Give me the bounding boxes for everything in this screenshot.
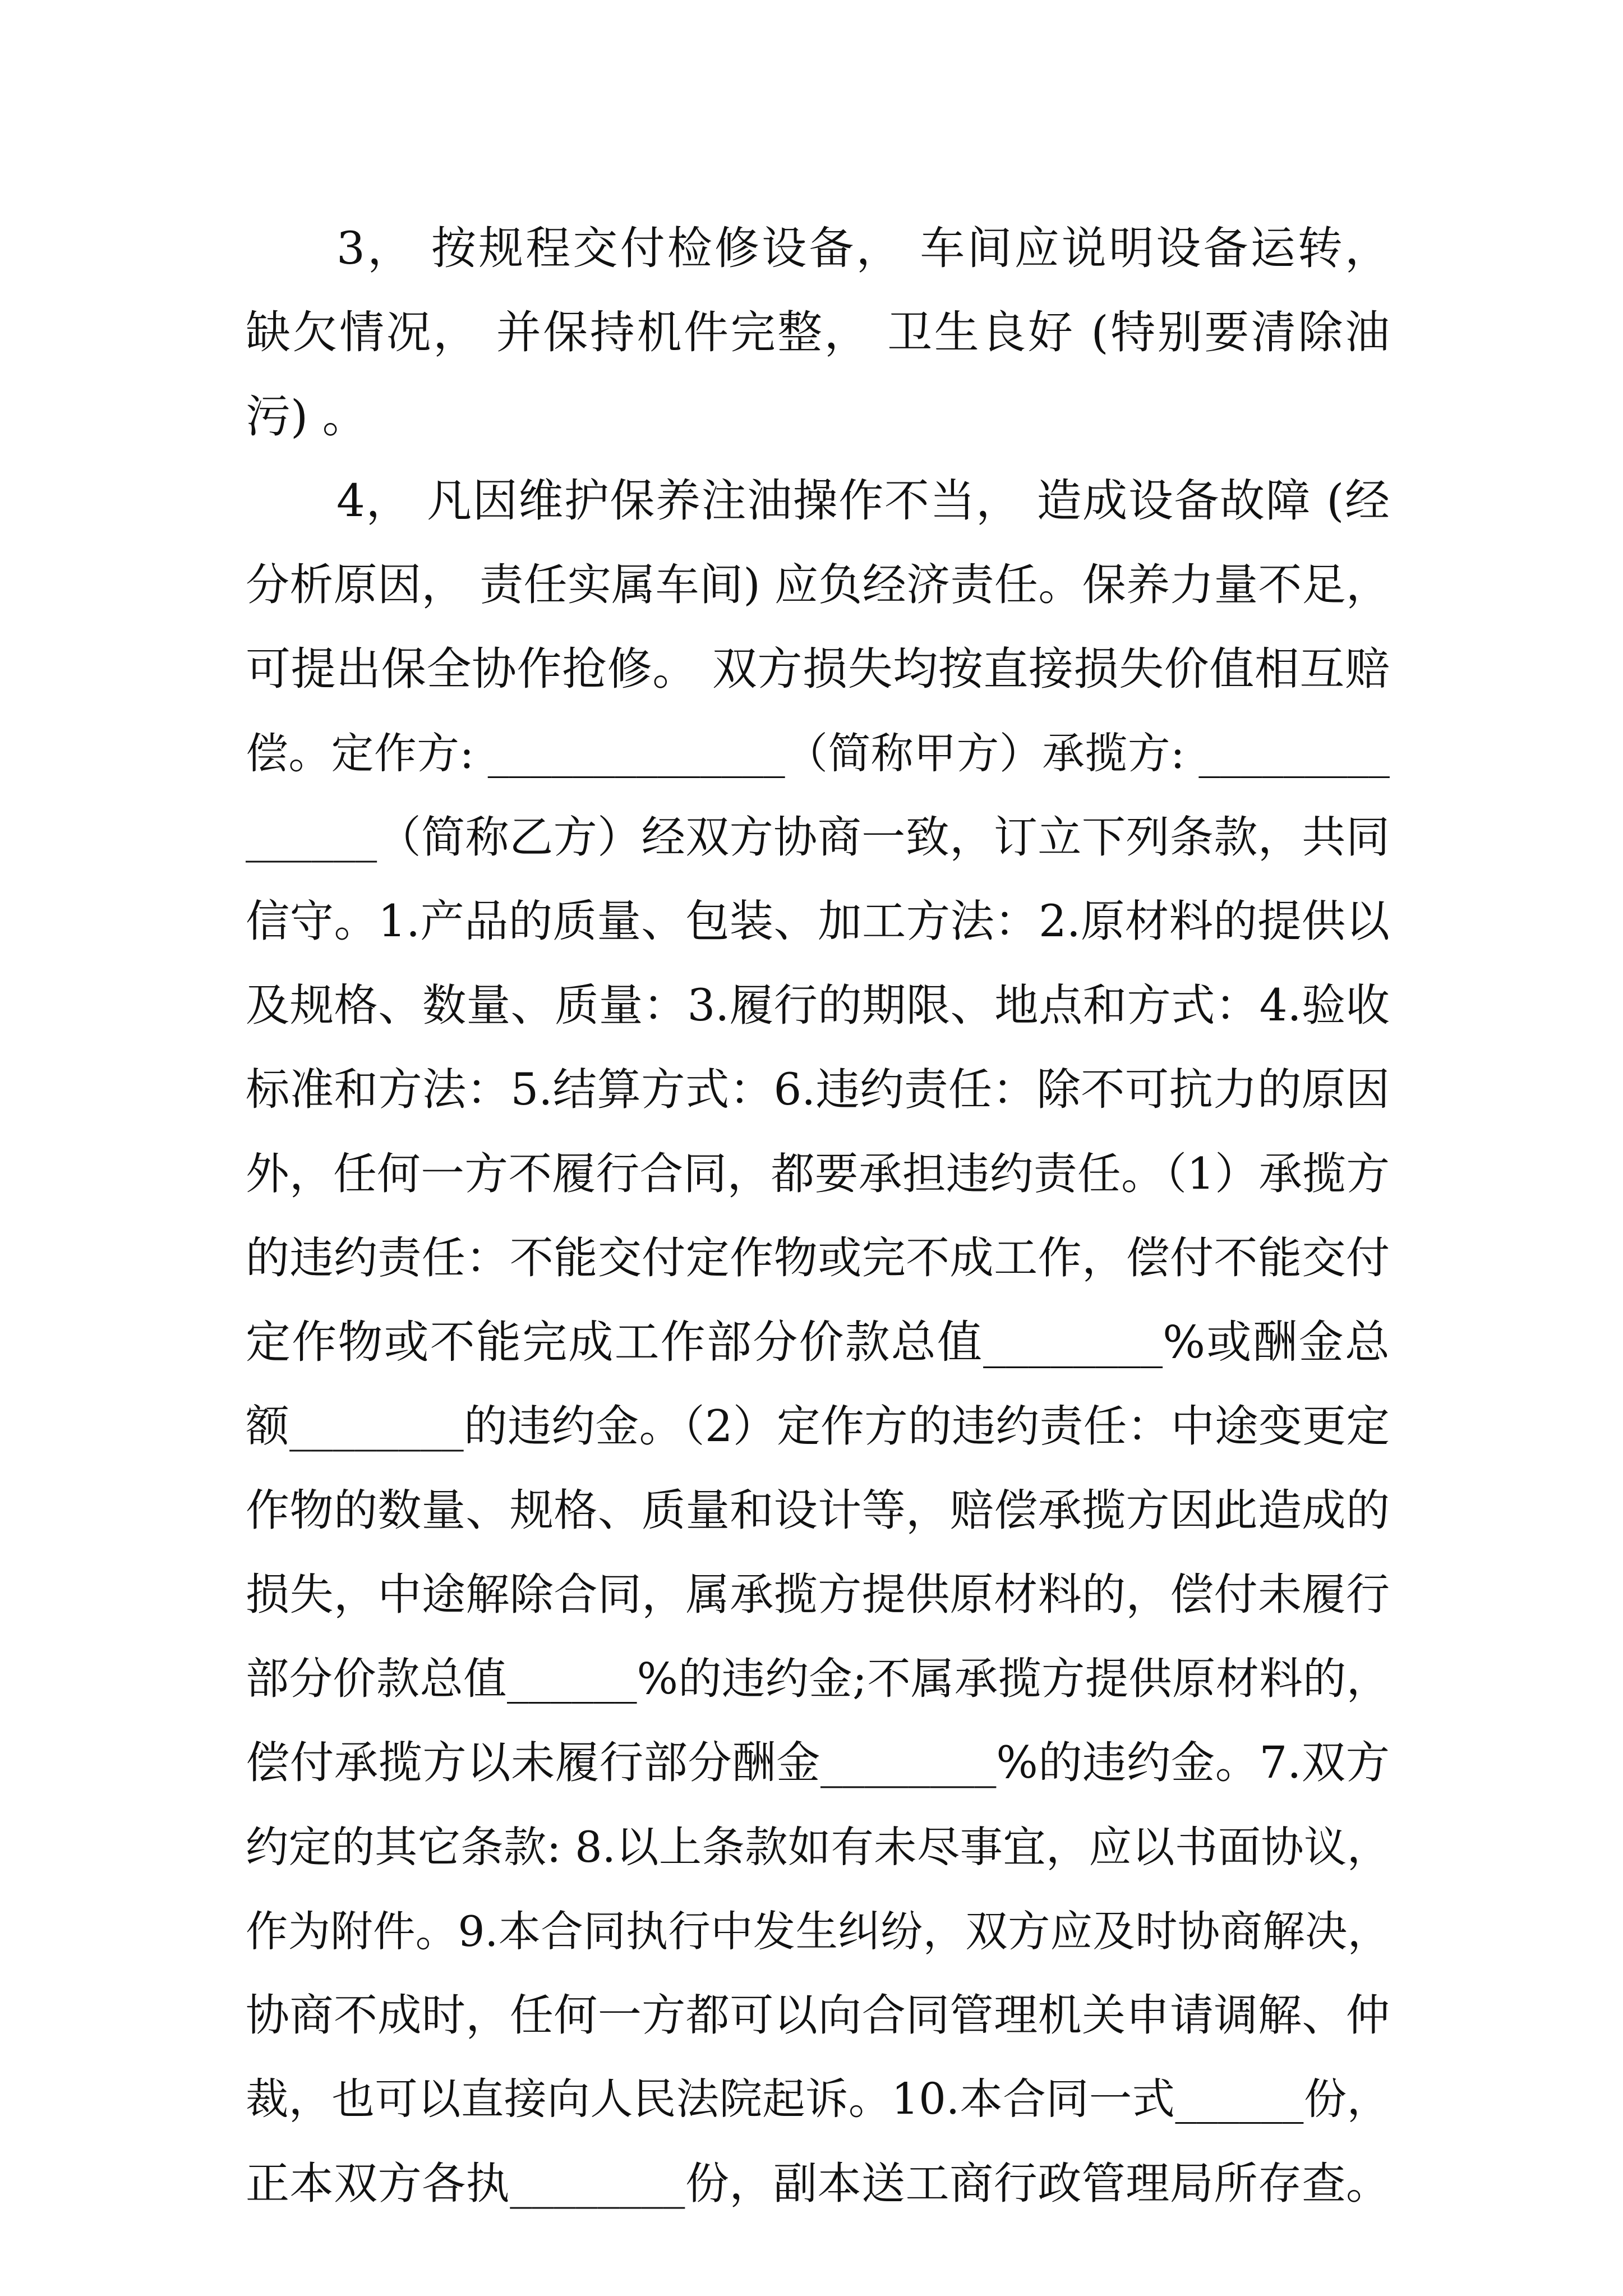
text-line-content: 协商不成时，任何一方都可以向合同管理机关申请调解、仲: [246, 1990, 1390, 2041]
text-line: [246, 964, 1390, 1048]
text-line: [246, 291, 1390, 375]
text-line: [246, 206, 1390, 291]
text-line-content: 污) 。: [246, 390, 367, 443]
text-line: [246, 1132, 1390, 1216]
text-line-content: 外，任何一方不履行合同，都要承担违约责任。（1）承揽方: [246, 1149, 1390, 1199]
text-line: [246, 1216, 1390, 1300]
text-line-content: 偿付承揽方以未履行部分酬金________%的违约金。7.双方: [246, 1737, 1390, 1788]
text-line-content: 信守。1.产品的质量、包装、加工方法：2.原材料的提供以: [246, 896, 1390, 947]
text-line: [246, 1637, 1390, 1721]
text-line: [246, 795, 1390, 880]
text-line: [246, 1805, 1390, 1889]
text-line: [246, 627, 1390, 711]
text-line: [246, 1553, 1390, 1637]
text-line: [246, 1721, 1390, 1805]
text-line-content: 及规格、数量、质量：3.履行的期限、地点和方式：4.验收: [246, 980, 1390, 1031]
text-line-content: 额________的违约金。（2）定作方的违约责任：中途变更定: [246, 1401, 1390, 1452]
text-line-content: 损失，中途解除合同，属承揽方提供原材料的，偿付未履行: [246, 1570, 1390, 1620]
text-line-content: 4， 凡因维护保养注油操作不当， 造成设备故障 (经: [336, 475, 1390, 527]
text-line: [246, 1300, 1390, 1384]
text-line-content: 部分价款总值______%的违约金;不属承揽方提供原材料的，: [246, 1654, 1390, 1704]
text-line-content: 标准和方法：5.结算方式：6.违约责任：除不可抗力的原因: [246, 1064, 1390, 1115]
text-line: [246, 543, 1390, 627]
text-line-content: 可提出保全协作抢修。 双方损失均按直接损失价值相互赔: [246, 643, 1390, 695]
text-line-content: 定作物或不能完成工作部分价款总值________%或酬金总: [246, 1316, 1390, 1368]
text-line: [246, 375, 1390, 459]
text-line-content: 正本双方各执________份，副本送工商行政管理局所存查。: [246, 2159, 1390, 2209]
text-line-content: 的违约责任：不能交付定作物或完不成工作，偿付不能交付: [246, 1233, 1390, 1283]
text-line-content: ______（简称乙方）经双方协商一致，订立下列条款，共同: [246, 812, 1390, 863]
text-line: [246, 1889, 1390, 1973]
text-line: [246, 711, 1390, 795]
text-line-content: 缺欠情况， 并保持机件完整， 卫生良好 (特别要清除油: [246, 306, 1390, 358]
text-line: [246, 880, 1390, 964]
text-line: [246, 1973, 1390, 2058]
text-line: [246, 2142, 1390, 2226]
text-line: [246, 2058, 1390, 2142]
text-line-content: 偿。定作方: ______________（简称甲方）承揽方: _________: [246, 729, 1390, 778]
text-line: [246, 459, 1390, 543]
text-line-content: 分析原因， 责任实属车间) 应负经济责任。保养力量不足，: [246, 560, 1390, 610]
text-line-content: 作为附件。9.本合同执行中发生纠纷，双方应及时协商解决，: [246, 1907, 1390, 1956]
text-line-content: 裁，也可以直接向人民法院起诉。10.本合同一式______份，: [246, 2074, 1390, 2124]
text-line-content: 约定的其它条款: 8.以上条款如有未尽事宜，应以书面协议，: [246, 1822, 1390, 1872]
text-line-content: 作物的数量、规格、质量和设计等，赔偿承揽方因此造成的: [246, 1485, 1390, 1536]
text-line: [246, 1469, 1390, 1553]
text-line: [246, 1048, 1390, 1132]
text-line: [246, 1384, 1390, 1469]
text-line-content: 3， 按规程交付检修设备， 车间应说明设备运转，: [336, 222, 1390, 274]
